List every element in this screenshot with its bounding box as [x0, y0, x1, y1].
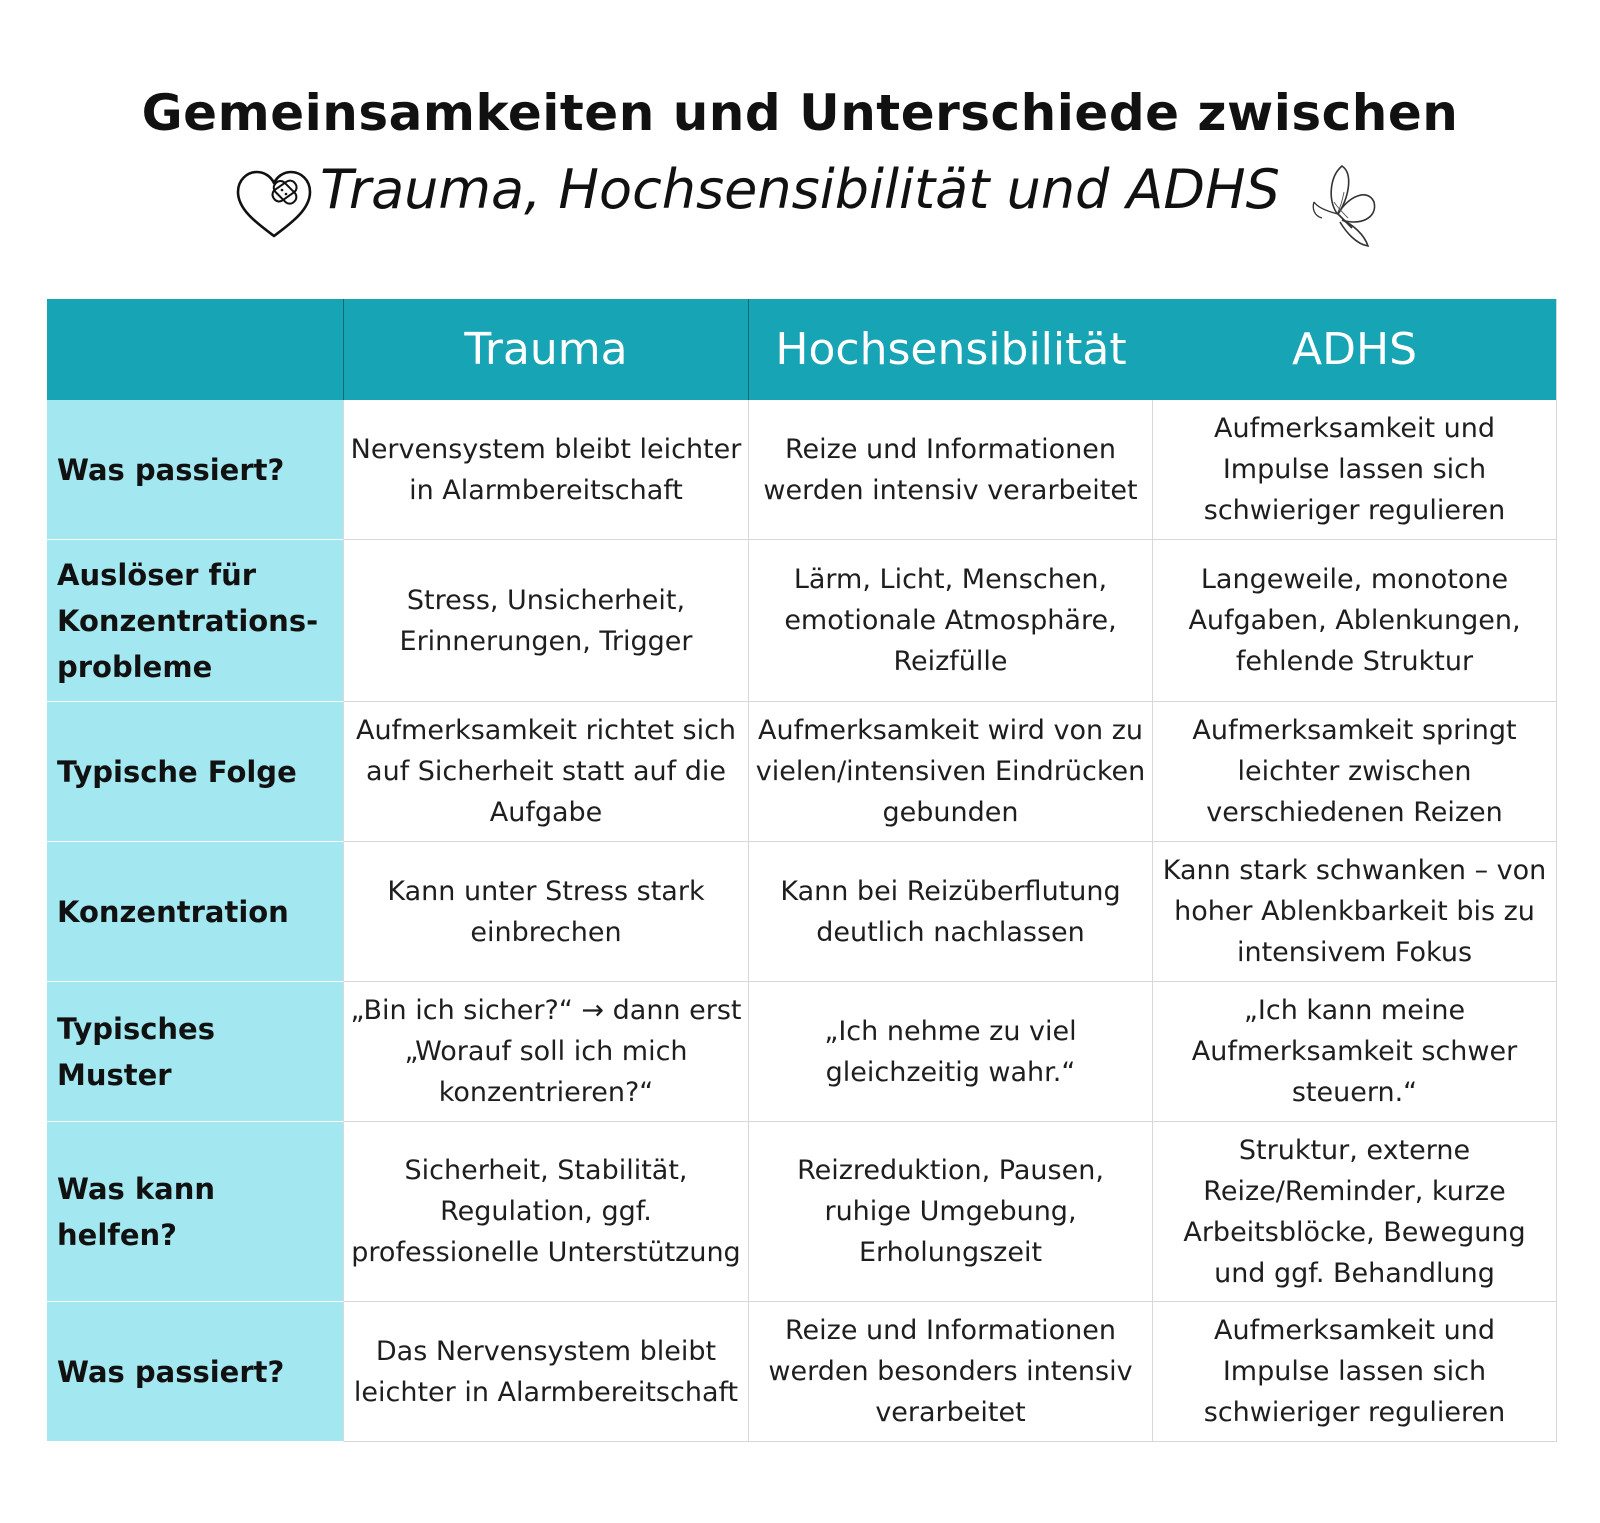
- table-cell: Reize und Informationen werden intensiv verarbeitet: [749, 400, 1153, 540]
- column-header-trauma: Trauma: [344, 299, 749, 400]
- table-cell: „Bin ich sicher?“ → dann erst „Worauf soll ich mich konzentrieren?“: [344, 982, 749, 1122]
- page-subtitle: Trauma, Hochsensibilität und ADHS: [320, 158, 1280, 221]
- bandaged-heart-icon: [234, 166, 314, 242]
- table-cell: Struktur, externe Reize/Reminder, kurze Arbeitsblöcke, Bewegung und ggf. Behandlung: [1153, 1122, 1557, 1302]
- table-cell: Aufmerksamkeit und Impulse lassen sich schwieriger regulieren: [1153, 1302, 1557, 1442]
- table-cell: Kann unter Stress stark einbrechen: [344, 842, 749, 982]
- table-cell: Reizreduktion, Pausen, ruhige Umgebung, Erholungszeit: [749, 1122, 1153, 1302]
- row-label: Typisches Muster: [47, 982, 344, 1122]
- table-cell: Lärm, Licht, Menschen, emotionale Atmosphäre, Reizfülle: [749, 540, 1153, 702]
- page-title: Gemeinsamkeiten und Unterschiede zwischen: [141, 84, 1459, 142]
- table-cell: Kann stark schwanken – von hoher Ablenkbarkeit bis zu intensivem Fokus: [1153, 842, 1557, 982]
- column-header-adhs: ADHS: [1153, 299, 1557, 400]
- column-header-hochsensibilitaet: Hochsensibilität: [749, 299, 1153, 400]
- table-cell: Aufmerksamkeit wird von zu vielen/intensiven Eindrücken gebunden: [749, 702, 1153, 842]
- row-label: Konzentration: [47, 842, 344, 982]
- header-corner: [47, 299, 344, 400]
- row-label: Was passiert?: [47, 1302, 344, 1442]
- row-label: Auslöser für Konzentrations-probleme: [47, 540, 344, 702]
- table-cell: „Ich nehme zu viel gleichzeitig wahr.“: [749, 982, 1153, 1122]
- row-label: Typische Folge: [47, 702, 344, 842]
- table-cell: Langeweile, monotone Aufgaben, Ablenkungen, fehlende Struktur: [1153, 540, 1557, 702]
- comparison-table: [47, 299, 1557, 1442]
- table-cell: Aufmerksamkeit richtet sich auf Sicherheit statt auf die Aufgabe: [344, 702, 749, 842]
- table-cell: Aufmerksamkeit und Impulse lassen sich schwieriger regulieren: [1153, 400, 1557, 540]
- table-cell: Stress, Unsicherheit, Erinnerungen, Trigger: [344, 540, 749, 702]
- table-cell: Das Nervensystem bleibt leichter in Alarmbereitschaft: [344, 1302, 749, 1442]
- table-cell: „Ich kann meine Aufmerksamkeit schwer steuern.“: [1153, 982, 1557, 1122]
- table-cell: Sicherheit, Stabilität, Regulation, ggf. professionelle Unterstützung: [344, 1122, 749, 1302]
- table-cell: Nervensystem bleibt leichter in Alarmbereitschaft: [344, 400, 749, 540]
- table-cell: Aufmerksamkeit springt leichter zwischen verschiedenen Reizen: [1153, 702, 1557, 842]
- row-label: Was passiert?: [47, 400, 344, 540]
- row-label: Was kann helfen?: [47, 1122, 344, 1302]
- butterfly-icon: [1308, 162, 1388, 250]
- table-cell: Kann bei Reizüberflutung deutlich nachlassen: [749, 842, 1153, 982]
- table-cell: Reize und Informationen werden besonders intensiv verarbeitet: [749, 1302, 1153, 1442]
